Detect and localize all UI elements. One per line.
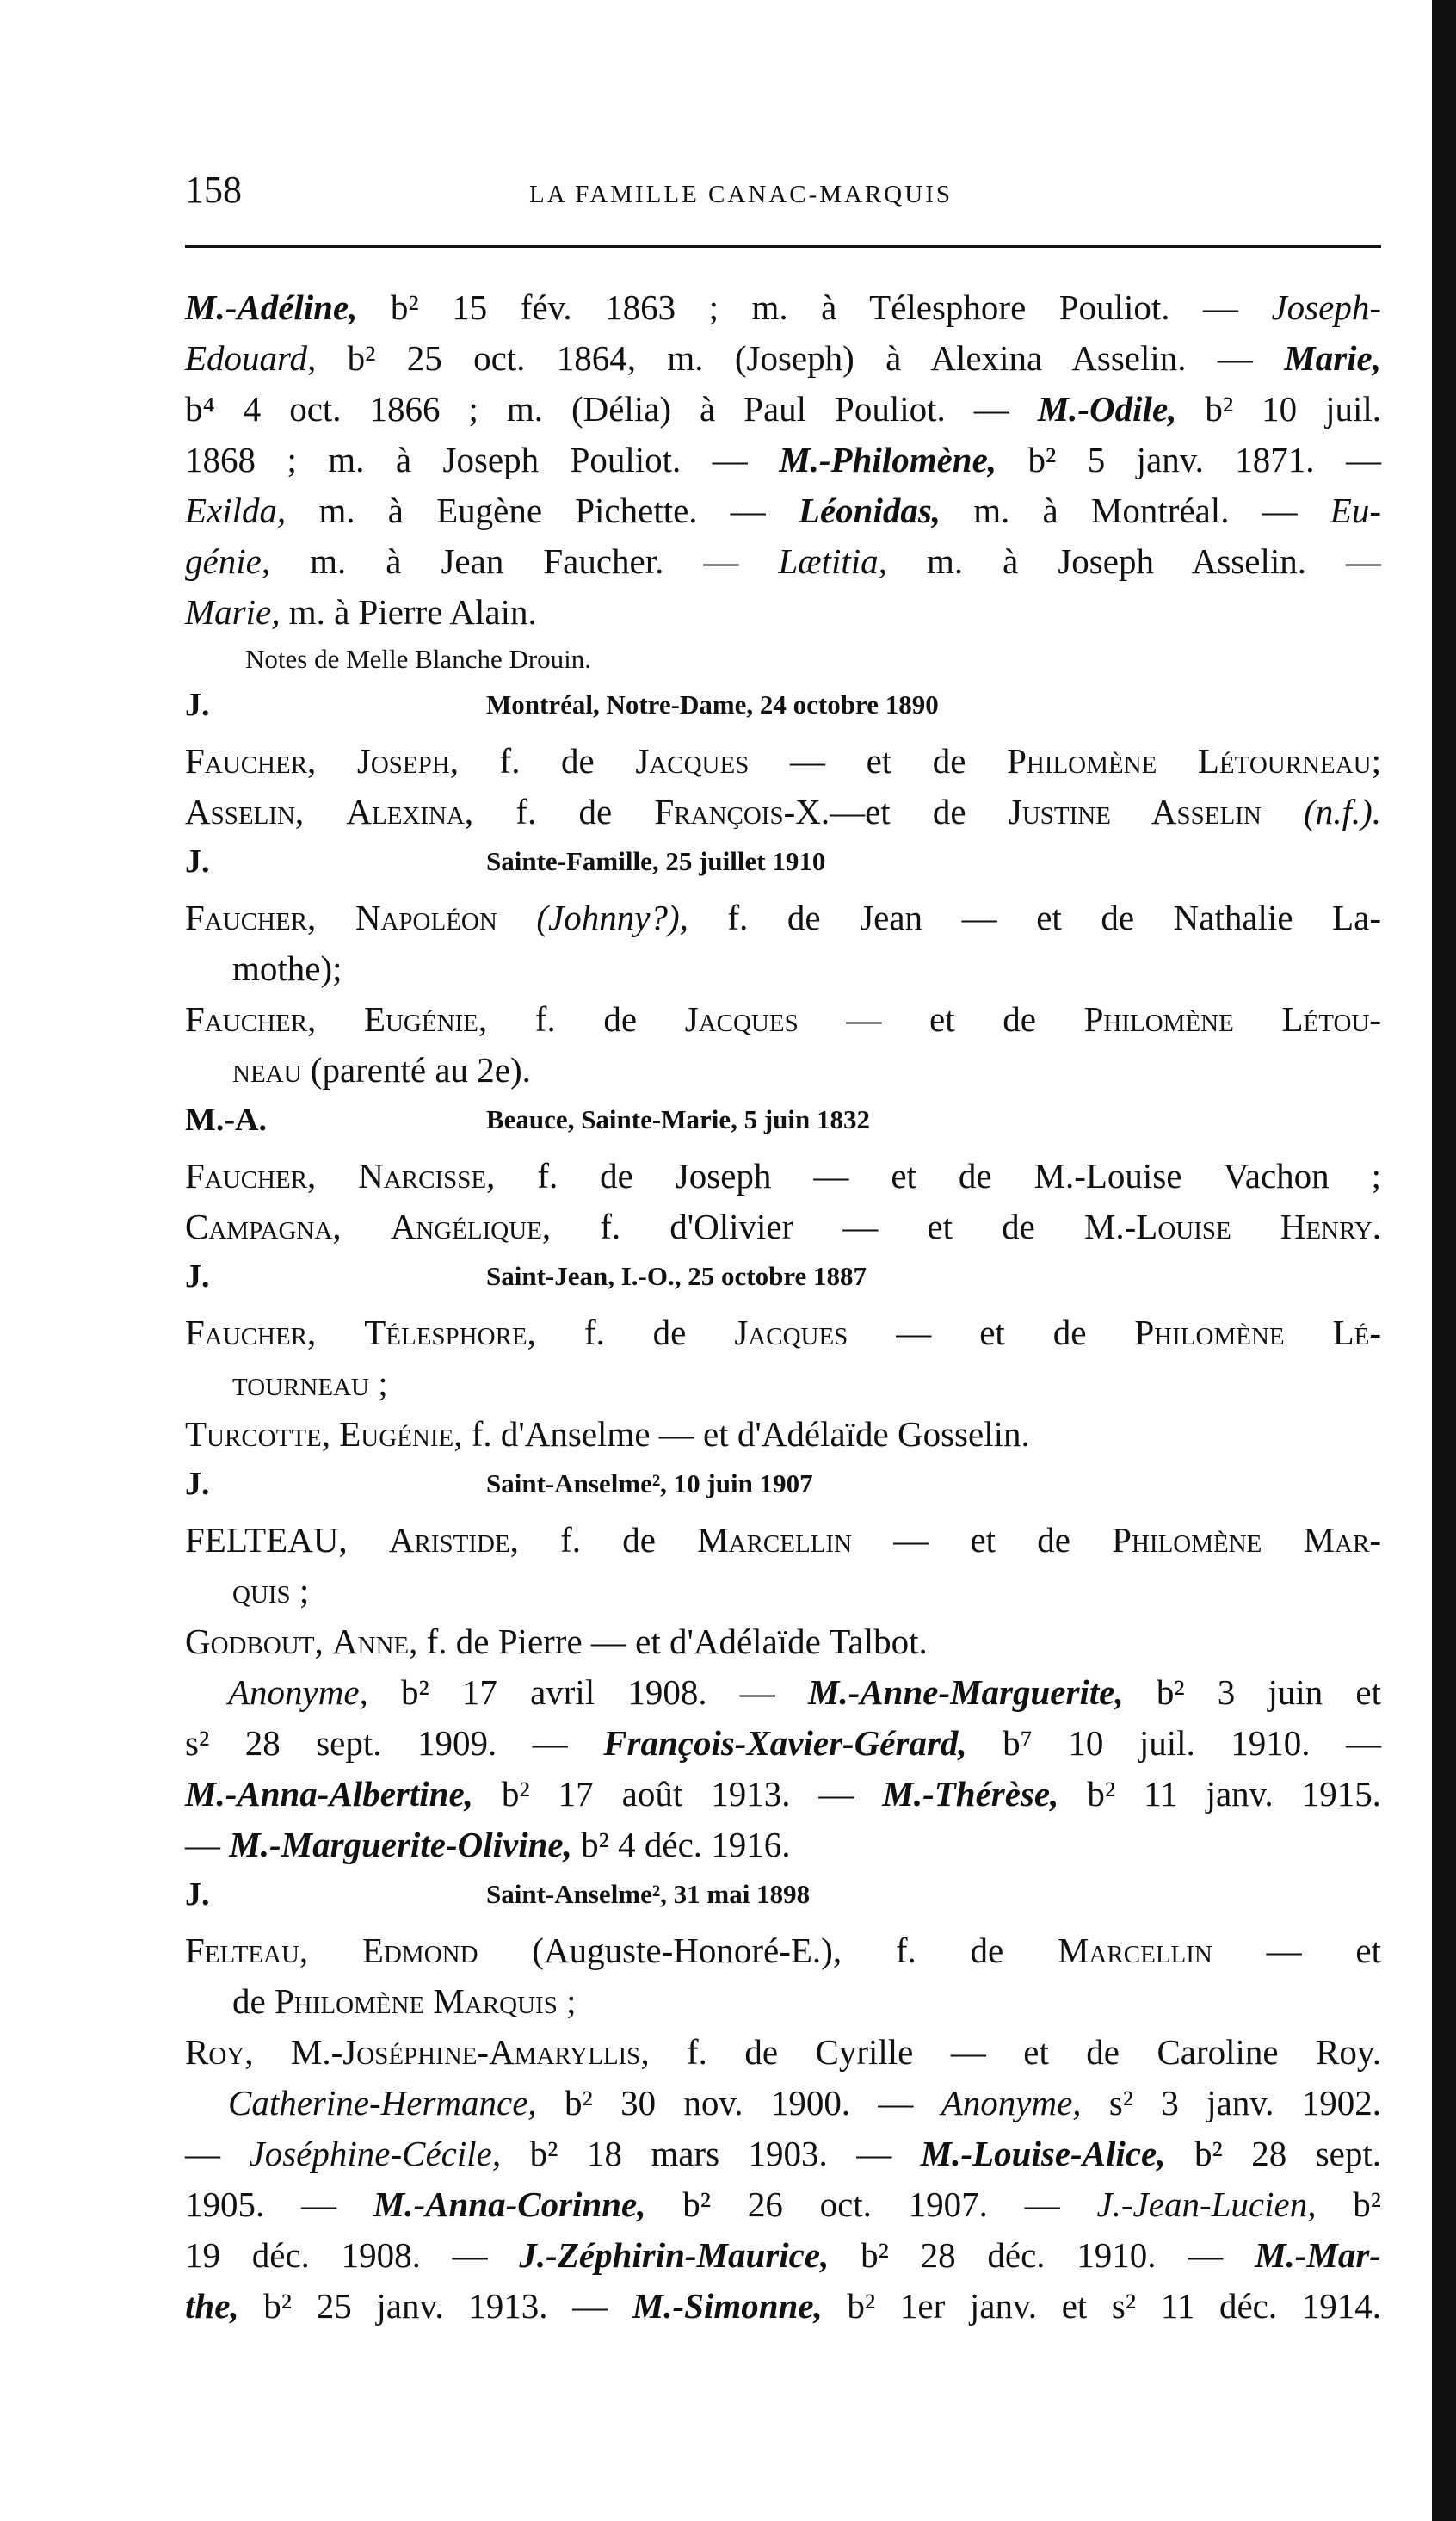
groom-surname: FELTEAU,	[185, 1520, 348, 1560]
mother-name: Philomène Létou-	[1083, 999, 1381, 1039]
line-text: ;	[1371, 741, 1382, 781]
line-text: (parenté au 2e).	[301, 1050, 531, 1090]
mother-name: quis	[232, 1571, 291, 1610]
record-place-date: Saint-Anselme², 10 juin 1907	[486, 1468, 813, 1498]
record-type: J.	[185, 843, 210, 880]
line-text: b⁷ 10 juil. 1910. —	[966, 1723, 1381, 1763]
line-text: m. à Montréal. —	[941, 491, 1330, 530]
record-type: J.	[185, 1876, 210, 1912]
line-text: de	[232, 1981, 275, 2021]
page-header	[185, 168, 1381, 219]
line-text: f. d'Anselme — et d'Adélaïde Gosselin.	[462, 1414, 1030, 1454]
record-place-date: Saint-Anselme², 31 mai 1898	[486, 1879, 811, 1909]
children-line	[185, 2129, 1381, 2179]
father-name: Marcellin	[1058, 1931, 1212, 1970]
child-name: Exilda,	[185, 491, 287, 530]
record-heading	[185, 1465, 1381, 1515]
groom-name: Aristide,	[388, 1520, 519, 1560]
line-text: f. d'Olivier — et de M.-	[551, 1207, 1137, 1246]
child-name: M.-Philomène,	[779, 440, 997, 479]
header-rule	[185, 245, 1381, 248]
child-name: M.-Odile,	[1037, 389, 1177, 429]
child-name: François-Xavier-Gérard,	[603, 1723, 967, 1763]
child-name: the,	[185, 2286, 239, 2326]
groom-line	[185, 736, 1381, 787]
line-text: b² 10 juil.	[1176, 389, 1381, 429]
children-line	[185, 2078, 1381, 2129]
father-name: Jacques	[635, 741, 750, 781]
line-text: b² 25 janv. 1913. —	[238, 2286, 632, 2326]
line-text: f. de	[535, 1313, 735, 1352]
child-name: M.-Simonne,	[632, 2286, 823, 2326]
line-text: f. de Cyrille — et de Caroline Roy.	[649, 2032, 1382, 2072]
children-line	[185, 2281, 1381, 2332]
line-text: f. de Joseph — et de M.-Louise Vachon ;	[495, 1156, 1381, 1196]
line-text: m. à Pierre Alain.	[280, 592, 537, 632]
line-text: m. à Jean Faucher. —	[270, 541, 779, 581]
text-line	[185, 282, 1381, 333]
child-name: M.-Marguerite-Olivine,	[229, 1825, 572, 1864]
line-text: 19 déc. 1908. —	[185, 2235, 520, 2275]
groom-line	[185, 1307, 1381, 1358]
line-text: 1868 ; m. à Joseph Pouliot. —	[185, 440, 780, 479]
child-name: J.-Jean-Lucien,	[1096, 2184, 1317, 2224]
child-name: Edouard,	[185, 338, 317, 378]
child-name: Anonyme,	[228, 1672, 368, 1712]
text-line	[185, 485, 1381, 536]
bride-name: Alexina,	[346, 792, 474, 831]
line-text: — et	[1212, 1931, 1382, 1970]
groom-surname: Faucher,	[185, 741, 317, 781]
line-text: b² 17 août 1913. —	[472, 1774, 883, 1814]
groom-surname: Faucher,	[185, 1313, 317, 1352]
children-line	[185, 1820, 1381, 1870]
mother-name: Philomène Marquis	[274, 1981, 558, 2021]
line-text: m. à Eugène Pichette. —	[286, 491, 799, 530]
groom-name: Napoléon	[355, 898, 497, 937]
line-text: b² 18 mars 1903. —	[501, 2134, 921, 2173]
mother-name: Louise Henry.	[1136, 1207, 1382, 1246]
line-text: s² 28 sept. 1909. —	[185, 1723, 604, 1763]
line-text: f. de	[458, 741, 636, 781]
father-name: François-X.	[654, 792, 830, 831]
child-name: Léonidas,	[798, 491, 941, 530]
bride-line	[185, 1409, 1381, 1460]
bride-line	[185, 2027, 1381, 2078]
groom-surname: Felteau,	[185, 1931, 309, 1970]
line-text: (Johnny?),	[497, 898, 688, 937]
line-text: 1905. —	[185, 2184, 373, 2224]
mother-name: tourneau	[232, 1363, 369, 1403]
children-line	[185, 1769, 1381, 1820]
text-line	[185, 333, 1381, 384]
line-text: (n.f.).	[1261, 792, 1381, 831]
record-heading	[185, 843, 1381, 893]
groom-name: Edmond	[361, 1931, 478, 1970]
text-line	[185, 435, 1381, 485]
groom-line-cont	[185, 1358, 1381, 1409]
line-text: — et de	[852, 1520, 1113, 1560]
child-name: M.-Anna-Albertine,	[185, 1774, 473, 1814]
line-text: —	[185, 2134, 250, 2173]
text-line	[185, 536, 1381, 587]
child-name: M.-Adéline,	[185, 287, 358, 327]
line-text: — et de	[798, 999, 1084, 1039]
groom-line	[185, 1515, 1381, 1566]
bride-line	[185, 1616, 1381, 1667]
record-heading	[185, 1101, 1381, 1151]
children-line	[185, 1718, 1381, 1769]
child-name: Anonyme,	[941, 2083, 1082, 2122]
mother-name: neau	[232, 1050, 302, 1090]
record-type: J.	[185, 1466, 210, 1502]
child-name: Lætitia,	[778, 541, 887, 581]
line-text: b² 5 janv. 1871. —	[996, 440, 1381, 479]
child-name: génie,	[185, 541, 271, 581]
bride-surname: Asselin,	[185, 792, 305, 831]
child-name: Marie,	[185, 592, 281, 632]
groom-line-cont	[185, 1566, 1381, 1616]
line-text: f. de	[473, 792, 655, 831]
record-type: J.	[185, 1258, 210, 1294]
groom-line	[185, 1925, 1381, 1976]
line-text: — et de	[749, 741, 1008, 781]
record-heading	[185, 1257, 1381, 1307]
running-title: LA FAMILLE CANAC-MARQUIS	[529, 181, 953, 208]
text-line	[185, 384, 1381, 435]
line-text: f. de Jean — et de Nathalie La-	[688, 898, 1382, 937]
bride-name: M.-Joséphine-Amaryllis,	[290, 2032, 650, 2072]
line-text: —	[185, 1825, 230, 1864]
child-name: Catherine-Hermance,	[228, 2083, 537, 2122]
groom-line	[185, 893, 1381, 943]
text-line	[185, 587, 1381, 638]
line-text: —et de	[830, 792, 1009, 831]
groom-surname: Faucher,	[185, 898, 317, 937]
child-name: M.-Anna-Corinne,	[373, 2184, 646, 2224]
line-text: m. à Joseph Asselin. —	[886, 541, 1381, 581]
page-number: 158	[185, 169, 242, 211]
book-page	[185, 168, 1381, 2332]
groom-name: Narcisse,	[358, 1156, 496, 1196]
father-name: Jacques	[684, 999, 799, 1039]
line-text: b² 11 janv. 1915.	[1058, 1774, 1381, 1814]
bride-name: Angélique,	[390, 1207, 552, 1246]
line-text: b² 28 sept.	[1165, 2134, 1382, 2173]
line-text: b² 4 déc. 1916.	[571, 1825, 791, 1864]
line-text: f. de	[518, 1520, 698, 1560]
line-text: b² 26 oct. 1907. —	[645, 2184, 1097, 2224]
bride-name: Eugénie,	[363, 999, 488, 1039]
groom-name: Télesphore,	[364, 1313, 536, 1352]
child-name: M.-Anne-Marguerite,	[807, 1672, 1124, 1712]
child-name: M.-Mar-	[1255, 2235, 1381, 2275]
child-name: Eu-	[1330, 491, 1381, 530]
record-heading	[185, 686, 1381, 736]
record-place-date: Montréal, Notre-Dame, 24 octobre 1890	[486, 689, 939, 720]
bride-name: Anne,	[331, 1622, 418, 1661]
line-text: ;	[557, 1981, 577, 2021]
child-name: J.-Zéphirin-Maurice,	[519, 2235, 830, 2275]
line-text: b²	[1316, 2184, 1382, 2224]
children-paragraph	[185, 282, 1381, 681]
record-heading	[185, 1875, 1381, 1925]
mother-name: Justine Asselin	[1008, 792, 1262, 831]
source-note: Notes de Melle Blanche Drouin.	[245, 644, 592, 674]
groom-line-cont	[185, 943, 1381, 994]
line-text: ;	[368, 1363, 388, 1403]
child-name: Joséphine-Cécile,	[249, 2134, 502, 2173]
record-type: J.	[185, 687, 210, 723]
line-text: b² 1er janv. et s² 11 déc. 1914.	[822, 2286, 1382, 2326]
line-text: b⁴ 4 oct. 1866 ; m. (Délia) à Paul Pouliot. —	[185, 389, 1038, 429]
father-name: Marcellin	[697, 1520, 853, 1560]
children-line	[185, 2179, 1381, 2230]
bride-line-cont	[185, 1045, 1381, 1096]
bride-surname: Godbout,	[185, 1622, 324, 1661]
mother-name: Philomène Lé-	[1134, 1313, 1381, 1352]
line-text: b² 25 oct. 1864, m. (Joseph) à Alexina Asselin. —	[316, 338, 1285, 378]
bride-surname: Campagna,	[185, 1207, 342, 1246]
line-text: b² 28 déc. 1910. —	[829, 2235, 1255, 2275]
bride-line	[185, 994, 1381, 1045]
mother-name: Philomène Létourneau	[1007, 741, 1372, 781]
bride-line	[185, 1202, 1381, 1252]
children-line	[185, 2230, 1381, 2281]
line-text: (Auguste-Honoré-E.), f. de	[478, 1931, 1058, 1970]
line-text: f. de Pierre — et d'Adélaïde Talbot.	[417, 1622, 928, 1661]
record-place-date: Beauce, Sainte-Marie, 5 juin 1832	[486, 1104, 871, 1134]
children-line	[185, 1667, 1381, 1718]
groom-surname: Faucher,	[185, 1156, 317, 1196]
line-text: mothe);	[232, 948, 342, 988]
scan-edge	[1432, 0, 1456, 2521]
bride-surname: Roy,	[185, 2032, 254, 2072]
bride-surname: Faucher,	[185, 999, 317, 1039]
child-name: M.-Thérèse,	[882, 1774, 1059, 1814]
child-name: Joseph-	[1271, 287, 1381, 327]
line-text: ;	[290, 1571, 310, 1610]
record-place-date: Saint-Jean, I.-O., 25 octobre 1887	[486, 1261, 867, 1291]
line-text: f. de	[487, 999, 685, 1039]
line-text: b² 30 nov. 1900. —	[536, 2083, 941, 2122]
mother-name: Philomène Mar-	[1112, 1520, 1381, 1560]
bride-line	[185, 787, 1381, 837]
father-name: Jacques	[734, 1313, 848, 1352]
line-text: b² 17 avril 1908. —	[367, 1672, 808, 1712]
line-text: s² 3 janv. 1902.	[1081, 2083, 1381, 2122]
line-text: b² 3 juin et	[1123, 1672, 1381, 1712]
child-name: M.-Louise-Alice,	[920, 2134, 1166, 2173]
line-text: — et de	[848, 1313, 1135, 1352]
bride-name: Eugénie,	[339, 1414, 463, 1454]
groom-line-cont	[185, 1976, 1381, 2027]
record-type: M.-A.	[185, 1102, 267, 1138]
groom-line	[185, 1151, 1381, 1202]
child-name: Marie,	[1284, 338, 1381, 378]
line-text: b² 15 fév. 1863 ; m. à Télesphore Pouliot. —	[357, 287, 1272, 327]
groom-name: Joseph,	[356, 741, 459, 781]
bride-surname: Turcotte,	[185, 1414, 331, 1454]
record-place-date: Sainte-Famille, 25 juillet 1910	[486, 846, 826, 876]
